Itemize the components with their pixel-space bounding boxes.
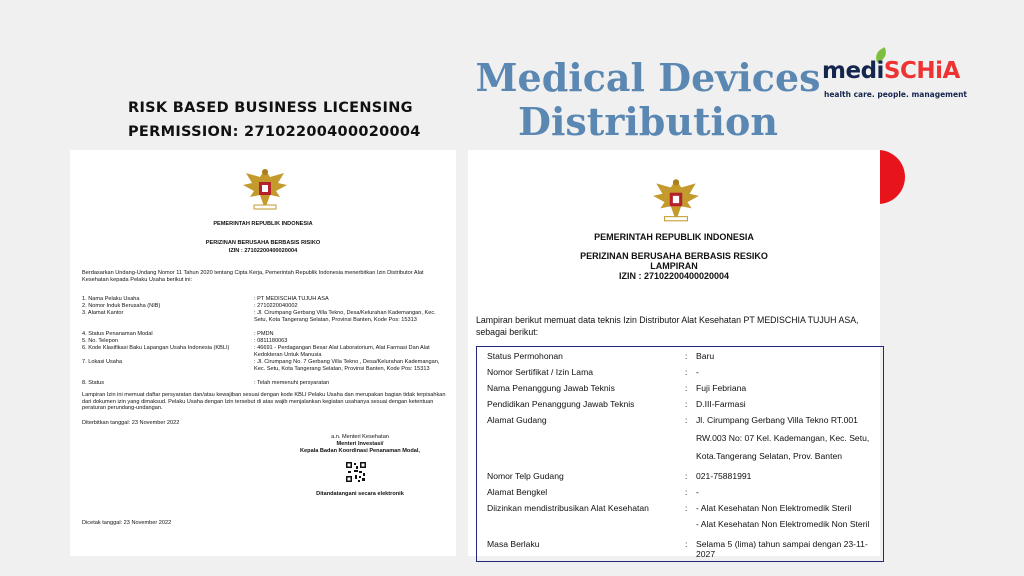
logo-wordmark xyxy=(822,58,960,84)
technical-data-box: Status Permohonan : Baru Nomor Sertifikat / Izin Lama : - Nama Penanggung Jawab Teknis : Fuji Febriana Pendidikan Penanggung Jawab Teknis : D.III-Farmasi Alamat Gudang : Jl. Cirumpang Gerbang Villa Tekno RT.001 RW.003 No: 07 Kel. Kademangan, Kec. Setu, Kota.Tangerang Selatan, Prov. Banten Nomor Telp Gudang : 021-75881991 Alamat Bengkel : - Diizinkan mendistribusikan Alat Kesehatan : - Alat Kesehatan Non Elektromedik Steril - Alat Kesehatan Non Elektromedik Non Steril Masa Berlaku : Selama 5 (lima) tahun sampai dengan 23-11-2027 xyxy=(476,346,884,562)
title-line-1: Medical Devices xyxy=(475,55,821,100)
garuda-emblem-icon xyxy=(650,175,702,225)
doc2-row-value: Fuji Febriana xyxy=(696,383,747,393)
doc2-intro: Lampiran berikut memuat data teknis Izin Distributor Alat Kesehatan PT MEDISCHIA TUJUH ASA, sebagai berikut: xyxy=(476,315,859,337)
doc2-row-label: Nomor Telp Gudang xyxy=(487,471,564,481)
doc2-row-value: Kota.Tangerang Selatan, Prov. Banten xyxy=(696,451,843,461)
doc1-signatory-1: a.n. Menteri Kesehatan xyxy=(331,434,389,440)
doc1-row-value: : PT MEDISCHIA TUJUH ASA xyxy=(254,296,329,302)
doc1-signatory-3: Kepala Badan Koordinasi Penanaman Modal, xyxy=(300,448,420,454)
doc2-heading-government: PEMERINTAH REPUBLIK INDONESIA xyxy=(594,232,754,242)
doc1-row-label: 7. Lokasi Usaha xyxy=(82,359,123,365)
doc1-row-label: 5. No. Telepon xyxy=(82,338,118,344)
permit-document-attachment xyxy=(468,150,880,559)
doc1-row-value: : 46691 - Perdagangan Besar Alat Laboratorium, Alat Farmasi Dan Alat Kedokteran Untuk Manusia xyxy=(254,345,430,358)
doc2-row-label: Pendidikan Penanggung Jawab Teknis xyxy=(487,399,635,409)
logo-tagline: health care. people. management xyxy=(824,90,967,99)
doc2-row-label: Nama Penanggung Jawab Teknis xyxy=(487,383,615,393)
logo-word-b: SCHiA xyxy=(883,58,960,84)
doc1-row-value: : Telah memenuhi persyaratan xyxy=(254,380,330,386)
logo-word-a: medi xyxy=(822,58,884,84)
doc1-row-label: 4. Status Penanaman Modal xyxy=(82,331,153,337)
doc1-row-label: 2. Nomor Induk Berusaha (NIB) xyxy=(82,303,161,309)
doc2-row-label: Alamat Gudang xyxy=(487,415,547,425)
doc1-row-value: : Jl. Cirumpang Gerbang Villa Tekno, Desa/Kelurahan Kademangan, Kec. Setu, Kota Tangerang Selatan, Provinsi Banten, Kode Pos: 15313 xyxy=(254,310,436,323)
doc1-row-value: : 2710220040002 xyxy=(254,303,298,309)
doc2-row-label: Masa Berlaku xyxy=(487,539,540,549)
doc2-row-value: RW.003 No: 07 Kel. Kademangan, Kec. Setu, xyxy=(696,433,870,443)
qr-code-icon xyxy=(345,461,367,483)
doc1-row-value: : Jl. Cirumpang No. 7 Gerbang Villa Tekno , Desa/Kelurahan Kademangan, Kec. Setu, Kota Tangerang Selatan, Provinsi Banten, Kode Pos: 15313 xyxy=(254,359,440,372)
doc1-printed-date: Dicetak tanggal: 23 November 2022 xyxy=(82,520,172,526)
doc2-heading-permit-number: IZIN : 27102200400020004 xyxy=(618,271,730,281)
doc1-heading-government: PEMERINTAH REPUBLIK INDONESIA xyxy=(213,221,313,227)
doc1-row-label: 8. Status xyxy=(82,380,105,386)
doc2-row-value: - xyxy=(696,367,699,377)
doc1-row-label: 3. Alamat Kantor xyxy=(82,310,124,316)
doc2-row-value: D.III-Farmasi xyxy=(696,399,746,409)
doc1-heading-licensing: PERIZINAN BERUSAHA BERBASIS RISIKO xyxy=(205,240,321,246)
doc1-row-value: : 0811180063 xyxy=(254,338,288,344)
doc1-e-signature: Ditandatangani secara elektronik xyxy=(316,491,404,497)
doc1-row-label: 1. Nama Pelaku Usaha xyxy=(82,296,140,302)
subtitle-line-1: RISK BASED BUSINESS LICENSING xyxy=(128,100,413,116)
doc2-row-label: Nomor Sertifikat / Izin Lama xyxy=(487,367,594,377)
permit-document-main xyxy=(70,150,456,556)
doc1-row-label: 6. Kode Klasifikasi Baku Lapangan Usaha Indonesia (KBLI) xyxy=(82,345,230,351)
doc1-row-value: : PMDN xyxy=(254,331,274,337)
doc2-row-label: Diizinkan mendistribusikan Alat Kesehatan xyxy=(487,503,649,513)
doc2-row-value: Baru xyxy=(696,351,715,361)
doc2-row-value: - Alat Kesehatan Non Elektromedik Steril xyxy=(696,503,852,513)
doc2-row-label: Alamat Bengkel xyxy=(487,487,548,497)
title-line-2: Distribution xyxy=(518,99,778,144)
doc1-intro: Berdasarkan Undang-Undang Nomor 11 Tahun 2020 tentang Cipta Kerja, Pemerintah Republik Indonesia menerbitkan Izin Distributor Alat Kesehatan kepada Pelaku Usaha berikut ini: xyxy=(82,270,424,283)
doc2-row-label: Status Permohonan xyxy=(487,351,563,361)
doc2-row-value: - Alat Kesehatan Non Elektromedik Non Steril xyxy=(696,519,870,529)
doc2-row-value: 021-75881991 xyxy=(696,471,752,481)
garuda-emblem-icon xyxy=(240,165,290,213)
medischia-logo xyxy=(822,50,967,110)
doc2-heading-licensing: PERIZINAN BERUSAHA BERBASIS RESIKO xyxy=(580,251,768,261)
permission-subtitle xyxy=(128,96,428,144)
doc1-signatory-2: Menteri Investasi/ xyxy=(336,441,384,447)
doc1-paragraph: Lampiran Izin ini memuat daftar persyaratan dan/atau kewajiban sesuai dengan kode KBLI Pelaku Usaha dan merupakan bagian tidak terpisahkan dari dokumen izin yang dimaksud. Pelaku Usaha dengan Izin tersebut di atas wajib menjalankan kegiatan usahanya sesuai dengan ketentuan peraturan perundang-undangan. xyxy=(82,392,446,412)
doc1-issued-date: Diterbitkan tanggal: 23 November 2022 xyxy=(82,420,180,426)
subtitle-line-2: PERMISSION: 27102200400020004 xyxy=(128,124,421,140)
doc2-heading-attachment: LAMPIRAN xyxy=(650,261,698,271)
doc2-row-value: Jl. Cirumpang Gerbang Villa Tekno RT.001 xyxy=(696,415,858,425)
doc2-row-value: - xyxy=(696,487,699,497)
doc1-heading-permit-number: IZIN : 27102200400020004 xyxy=(228,248,298,254)
doc2-row-value: Selama 5 (lima) tahun sampai dengan 23-11-2027 xyxy=(696,539,868,559)
